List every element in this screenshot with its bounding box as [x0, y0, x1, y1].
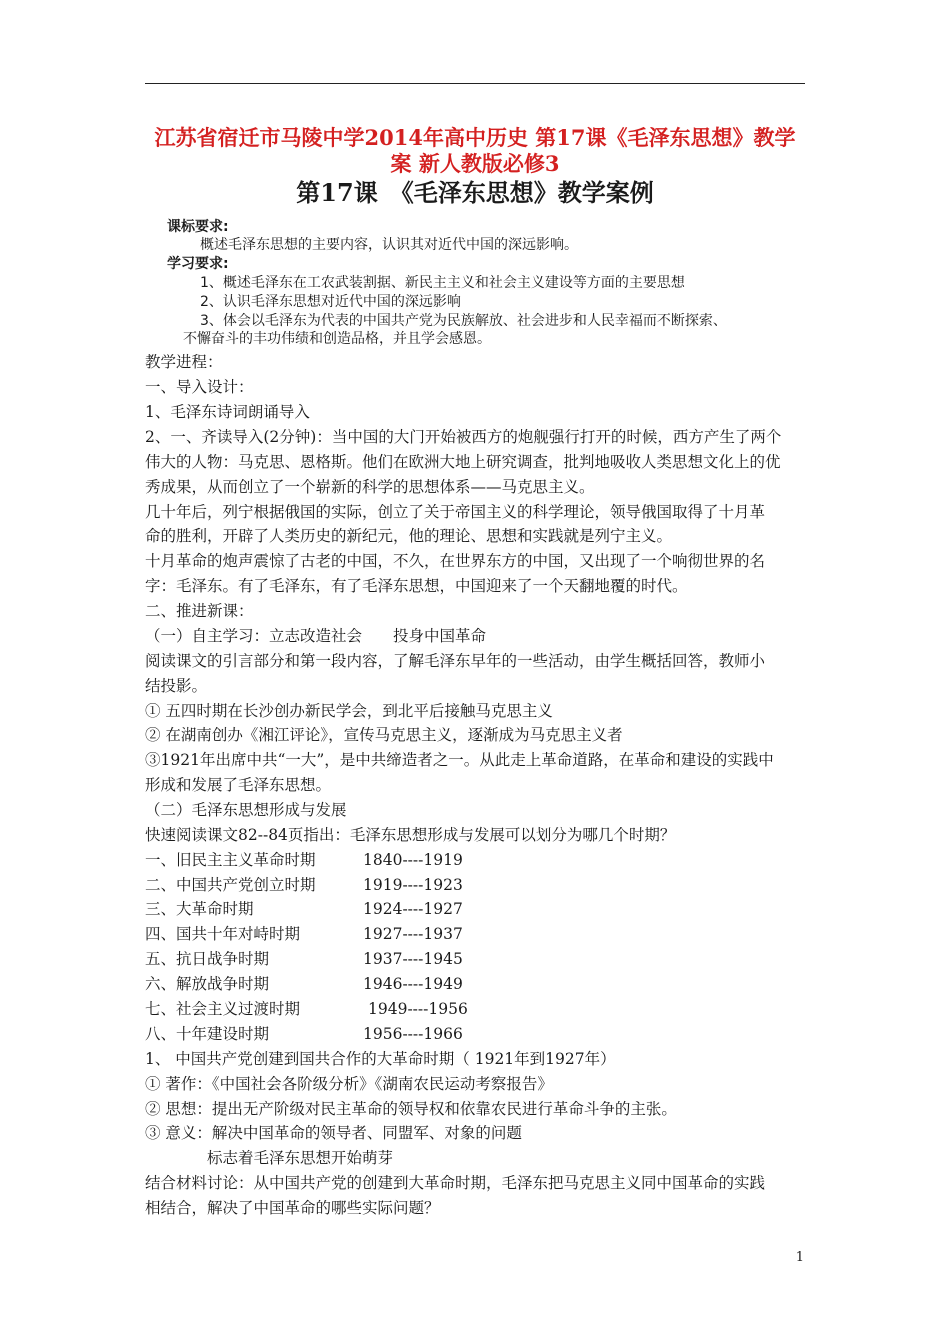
text-line: 几十年后，列宁根据俄国的实际，创立了关于帝国主义的科学理论，领导俄国取得了十月革 [145, 503, 766, 521]
period-name: 三、大革命时期 [145, 900, 254, 918]
learning-item: 1、概述毛泽东在工农武装割据、新民主主义和社会主义建设等方面的主要思想 [200, 275, 685, 291]
text-line: 命的胜利，开辟了人类历史的新纪元，他的理论、思想和实践就是列宁主义。 [145, 527, 673, 545]
learning-item: 2、认识毛泽东思想对近代中国的深远影响 [200, 294, 461, 310]
text-line: 伟大的人物：马克思、恩格斯。他们在欧洲大地上研究调查，批判地吸收人类思想文化上的优 [145, 453, 781, 471]
learning-item: 不懈奋斗的丰功伟绩和创造品格，并且学会感恩。 [183, 331, 491, 347]
document-title-line2: 案 新人教版必修3 [390, 151, 560, 176]
text-line: ③1921年出席中共“一大”，是中共缔造者之一。从此走上革命道路，在革命和建设的实践中 [145, 751, 774, 769]
period-name: 二、中国共产党创立时期 [145, 876, 316, 894]
text-line: 结合材料讨论：从中国共产党的创建到大革命时期，毛泽东把马克思主义同中国革命的实践 [145, 1174, 766, 1192]
period-range: 1919----1923 [363, 876, 463, 894]
period-name: 一、旧民主主义革命时期 [145, 851, 316, 869]
text-line: 十月革命的炮声震惊了古老的中国，不久，在世界东方的中国，又出现了一个响彻世界的名 [145, 552, 766, 570]
document-title-line1: 江苏省宿迁市马陵中学2014年高中历史 第17课《毛泽东思想》教学 [154, 125, 796, 150]
period-name: 八、十年建设时期 [145, 1025, 270, 1043]
header-rule [145, 83, 805, 84]
period-range: 1946----1949 [363, 975, 463, 993]
text-line: 相结合，解决了中国革命的哪些实际问题？ [145, 1199, 440, 1217]
text-line: ② 在湖南创办《湘江评论》，宣传马克思主义，逐渐成为马克思主义者 [145, 726, 623, 744]
text-line: 1、毛泽东诗词朗诵导入 [145, 403, 310, 421]
period-name: 六、解放战争时期 [145, 975, 270, 993]
text-line: 标志着毛泽东思想开始萌芽 [145, 1149, 394, 1167]
text-line: ① 五四时期在长沙创办新民学会，到北平后接触马克思主义 [145, 702, 553, 720]
text-line: 秀成果，从而创立了一个崭新的科学的思想体系——马克思主义。 [145, 478, 595, 496]
text-line: ① 著作：《中国社会各阶级分析》《湖南农民运动考察报告》 [145, 1075, 553, 1093]
curriculum-label: 课标要求: [167, 219, 229, 235]
text-line: （二）毛泽东思想形成与发展 [145, 801, 347, 819]
period-range: 1949----1956 [368, 1000, 468, 1018]
lesson-title: 第17课 《毛泽东思想》教学案例 [296, 178, 654, 207]
text-line: 2、一、齐读导入(2分钟)：当中国的大门开始被西方的炮舰强行打开的时候，西方产生了两个 [145, 428, 782, 446]
text-line: 字：毛泽东。有了毛泽东，有了毛泽东思想，中国迎来了一个天翻地覆的时代。 [145, 577, 688, 595]
period-name: 四、国共十年对峙时期 [145, 925, 301, 943]
period-range: 1840----1919 [363, 851, 463, 869]
text-line: 教学进程： [145, 353, 223, 371]
period-range: 1924----1927 [363, 900, 463, 918]
learning-label: 学习要求: [167, 256, 229, 272]
curriculum-text: 概述毛泽东思想的主要内容，认识其对近代中国的深远影响。 [200, 237, 578, 253]
text-line: （一）自主学习：立志改造社会 投身中国革命 [145, 627, 487, 645]
text-line: ③ 意义：解决中国革命的领导者、同盟军、对象的问题 [145, 1124, 522, 1142]
text-line: 结投影。 [145, 677, 208, 695]
period-name: 五、抗日战争时期 [145, 950, 270, 968]
page-number: 1 [795, 1250, 804, 1265]
period-range: 1956----1966 [363, 1025, 463, 1043]
text-line: 快速阅读课文82--84页指出：毛泽东思想形成与发展可以划分为哪几个时期？ [145, 826, 676, 844]
text-line: 一、导入设计： [145, 378, 254, 396]
text-line: ② 思想：提出无产阶级对民主革命的领导权和依靠农民进行革命斗争的主张。 [145, 1100, 677, 1118]
text-line: 阅读课文的引言部分和第一段内容，了解毛泽东早年的一些活动，由学生概括回答，教师小 [145, 652, 766, 670]
period-name: 七、社会主义过渡时期 [145, 1000, 301, 1018]
text-line: 1、 中国共产党创建到国共合作的大革命时期（ 1921年到1927年） [145, 1050, 616, 1068]
text-line: 形成和发展了毛泽东思想。 [145, 776, 332, 794]
text-line: 二、推进新课： [145, 602, 254, 620]
period-range: 1937----1945 [363, 950, 463, 968]
period-range: 1927----1937 [363, 925, 463, 943]
learning-item: 3、体会以毛泽东为代表的中国共产党为民族解放、社会进步和人民幸福而不断探索、 [200, 313, 727, 329]
